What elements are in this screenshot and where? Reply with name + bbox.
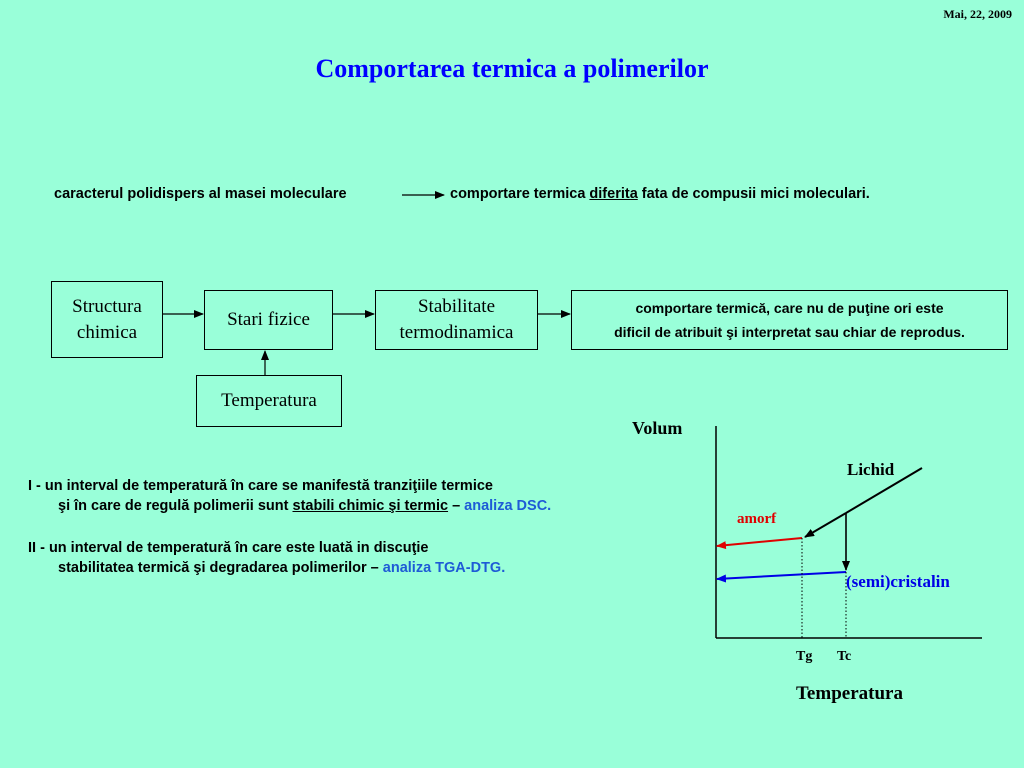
description-line-2: dificil de atribuit şi interpretat sau chiar de reprodus. xyxy=(614,324,965,340)
box-structura-label: Structura xyxy=(72,295,142,317)
graph-tg-label: Tg xyxy=(796,649,813,664)
list-item-ii-line-2: stabilitatea termică şi degradarea polimerilor – analiza TGA-DTG. xyxy=(58,560,506,576)
list-item-i-line-2: şi în care de regulă polimerii sunt stabili chimic şi termic – analiza DSC. xyxy=(58,498,552,514)
graph-lichid-label: Lichid xyxy=(847,460,895,479)
graph-red-arrow xyxy=(717,538,802,546)
graph-amorf-arrow xyxy=(805,513,846,537)
page-title: Comportarea termica a polimerilor xyxy=(315,54,709,83)
box-temperatura-label: Temperatura xyxy=(221,390,317,411)
box-stari-label: Stari fizice xyxy=(227,309,310,330)
graph-lichid-line xyxy=(846,468,922,513)
intro-left-text: caracterul polidispers al masei moleculare xyxy=(54,186,347,202)
graph-ylabel: Volum xyxy=(632,418,683,438)
graph-blue-arrow xyxy=(717,572,846,579)
graph-tc-label: Tc xyxy=(837,649,852,664)
list-item-i-line-1: I - un interval de temperatură în care se manifestă tranziţiile termice xyxy=(28,478,493,494)
list-item-ii-line-1: II - un interval de temperatură în care este luată in discuţie xyxy=(28,540,429,556)
intro-right-text: comportare termica diferita fata de compusii mici moleculari. xyxy=(450,186,870,202)
graph-cristalin-label: (semi)cristalin xyxy=(846,572,950,591)
graph-amorf-label: amorf xyxy=(737,511,777,527)
box-termodinamica-label: termodinamica xyxy=(399,322,514,343)
box-chimica-label: chimica xyxy=(76,321,138,343)
box-stabilitate-label: Stabilitate xyxy=(417,296,496,317)
date-label: Mai, 22, 2009 xyxy=(943,7,1012,21)
graph-xlabel: Temperatura xyxy=(796,683,903,704)
description-line-1: comportare termică, care nu de puţine ori este xyxy=(635,300,944,316)
